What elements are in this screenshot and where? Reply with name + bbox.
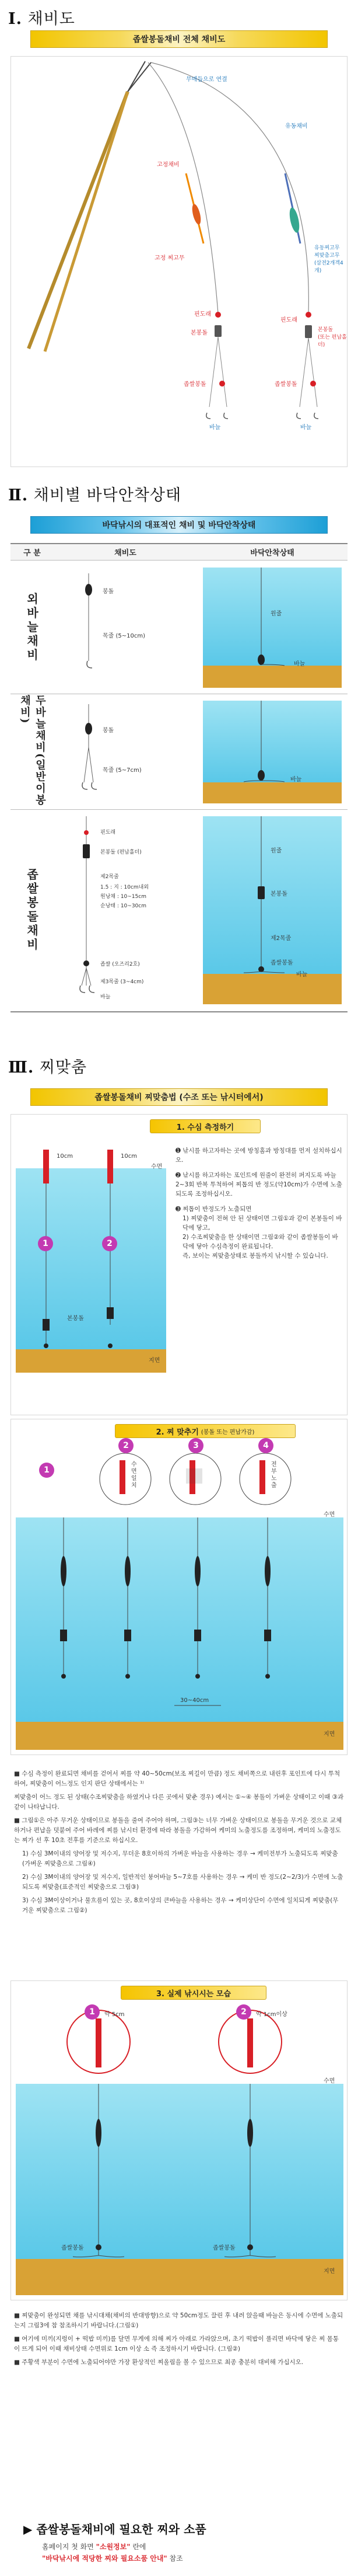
section3-number: Ⅲ.: [8, 1059, 34, 1077]
rig3-label-3: 1.5 : 지 : 10cm내외: [100, 885, 149, 890]
state3-label-leader: 제2목줄: [271, 935, 292, 942]
step3-note-2: ■ 주황색 부분이 수면에 노출되어야만 가장 환상적인 찌올림을 볼 수 있으므로 최종 충분히 대비해 가십시오.: [14, 2359, 304, 2366]
state3-label-sinker: 본봉돌: [271, 891, 287, 897]
section1-number: Ⅰ.: [8, 10, 23, 28]
step2-circle-label-2: 전부노출: [271, 1461, 277, 1489]
rig-double-hook: [54, 695, 197, 809]
section3-banner: 좁쌀봉돌채비 찌맞춤법 (수조 또는 낚시터에서): [30, 1088, 328, 1106]
step1-title: 1. 수심 측정하기: [150, 1119, 261, 1133]
state1-label-line: 원줄: [271, 611, 282, 617]
rig3-label-8: 바늘: [100, 994, 111, 1000]
step3-sinker-label-2: 좁쌀봉돌: [213, 2245, 236, 2251]
step1-dim-left: 10cm: [57, 1153, 73, 1160]
step2-note-3: 1) 수심 3M이내의 양어장 및 저수지, 무더운 8호이하의 가벼운 바늘을 사용하는 경우 → 케미전부가 노출되도록 찌맞춤(가벼운 찌맞춤으로 그림④): [22, 1850, 338, 1867]
label-sinker-right: 본봉돌 (또는 편납홀더): [318, 327, 347, 348]
step1-dim-right: 10cm: [121, 1153, 137, 1160]
step3-marker-1: 1: [85, 2004, 100, 2020]
table-header: [10, 543, 348, 561]
state-single-hook: [197, 562, 348, 694]
label-sinker-left: 본봉돌: [191, 330, 208, 336]
step2-marker-2: 2: [118, 1438, 134, 1453]
rig-small-sinker: [54, 810, 197, 1010]
sinker-icon-left: [215, 325, 222, 337]
col-header-rig: 채비도: [114, 549, 136, 558]
rig1-label-sinker: 봉돌: [103, 589, 114, 595]
label-small-sinker-right: 좁쌀봉돌: [275, 381, 297, 388]
float-icon-left: [186, 173, 203, 243]
rig3-label-0: 핀도래: [100, 830, 116, 836]
section2-banner: 바닥낚시의 대표적인 채비 및 바닥안착상태: [30, 516, 328, 534]
step2-marker-4: 4: [258, 1438, 273, 1453]
step2-note-2: ■ 그림①은 아주 무거운 상태이므로 봉돌을 줄여 주어야 하며, 그림③는 너무 가벼운 상태이므로 봉돌을 무거운 것으로 교체하거나 편납을 덧붙여 주어 바레에 찌를 낚시터 환경에 따라 봉돌을 가감하여 케미의 노출정도를 조정하며, 케미의 노출정도는 찌가 선 후 10초 전후를 기준으로 하십시오.: [14, 1817, 342, 1844]
step1-sinker-label: 본봉돌: [67, 1315, 84, 1322]
section2-title-text: 채비별 바닥안착상태: [33, 486, 182, 504]
state3-label-small-sinker: 좁쌀봉돌: [271, 960, 293, 966]
step1-panel: [10, 1114, 348, 1415]
label-swivel-right: 핀도래: [280, 317, 297, 323]
footer-line1-suffix: 란에: [132, 2543, 146, 2551]
label-float-line: 유동채비: [285, 123, 308, 130]
step3-floats: [11, 1981, 348, 2301]
arrow-icon: ▶: [23, 2522, 37, 2536]
section1-title: [8, 6, 75, 29]
rig3-label-2: 제2목줄: [100, 874, 119, 880]
step1-notes: [176, 1146, 342, 1261]
section1-banner: 좁쌀봉돌채비 전체 채비도: [30, 30, 328, 48]
step3-water-label: 수면: [324, 2078, 335, 2084]
sinker-icon-right: [305, 325, 312, 338]
step2-title-sub: (봉돌 또는 편납가감): [201, 1429, 255, 1436]
step2-notes: [14, 1769, 344, 1919]
rig-diagram-panel: [10, 56, 348, 467]
step3-note-1: ■ 여기에 미끼(지렁이 + 떡밥 미끼)를 달면 무게에 의해 찌가 아래로 가라앉으며, 초기 떡밥이 풀리면 바닥에 닿은 찌 몸통이 뜨게 되어 이때 채비상태 수면위로 1cm 이상 소 즉 조정하시기 바랍니다. (그림②): [14, 2335, 339, 2352]
state3-label-hook: 바늘: [296, 972, 308, 978]
rig3-label-4: 원낭채 : 10~15cm: [100, 894, 146, 900]
rig3-label-5: 순낭태 : 10~30cm: [100, 903, 146, 909]
rig2-label-sinker: 봉돌: [103, 727, 114, 734]
footer-line2-suffix: 참조: [169, 2554, 183, 2563]
label-flow-rubber: 유동찌고무 찌맞춤고무 (삼전2개겍4개): [314, 245, 343, 274]
rig3-label-6: 좁쌀 (오즈리2호): [100, 962, 140, 967]
step3-sinker-label-1: 좁쌀봉돌: [61, 2245, 84, 2251]
step3-circle-label-1: 약 5cm: [104, 2011, 125, 2018]
step1-note-5: 즉, 보이는 찌맞춤상태로 봉돌까지 낚시할 수 있습니다.: [182, 1252, 328, 1259]
footer-title-text: 좁쌀봉돌채비에 필요한 찌와 소품: [36, 2522, 206, 2536]
footer-link-info[interactable]: "소원정보": [96, 2543, 131, 2551]
rig2-label-leader: 목줄 (5~7cm): [103, 767, 142, 774]
label-hook-left: 바늘: [209, 424, 221, 431]
section2-title: [8, 482, 181, 505]
label-knot: 무매듭으로 연결: [186, 76, 227, 83]
state1-label-hook: 바늘: [294, 661, 306, 667]
label-swivel-left: 핀도래: [194, 311, 211, 318]
step2-title-text: 2. 찌 맞추기: [156, 1428, 199, 1437]
float-icon-right: [285, 173, 301, 243]
footer-title: [23, 2520, 206, 2537]
small-sinker-icon-left: [219, 381, 225, 387]
fishing-rod-icon: [29, 61, 151, 351]
section1-title-text: 채비도: [27, 10, 75, 28]
step2-note-4: 2) 수심 3M이내의 양어장 및 저수지, 일반적인 붕어바늘 5~7호를 사용하는 경우 → 케미 반 정도(2~2/3)가 수면에 노출되도록 찌맞춤(표준적인 찌맞춤으로 그림③): [22, 1874, 343, 1891]
rig-single-hook: [54, 562, 197, 694]
step1-marker-2: 2: [102, 1236, 117, 1251]
footer-line1-prefix: 홈페이지 첫 화면: [42, 2543, 94, 2551]
row-label-single-hook: 외바늘채비: [24, 593, 39, 663]
label-hook-right: 바늘: [300, 424, 312, 431]
step3-note-0: ■ 찌맞춤이 완성되면 채를 낚시대채(채비의 반대방향)으로 약 50cm정도 끌린 후 내려 앉을때 바늘은 동시에 수면에 노출되는지 그림3에 참 참조하시기 바랍니다.(그림①): [14, 2312, 343, 2329]
step1-note-0: ➊ 낚시를 하고자하는 곳에 방칭홈과 방칭대를 먼저 설치하십시오.: [176, 1147, 342, 1164]
step3-circle-label-2: 약 1cm이상: [256, 2011, 287, 2018]
label-fix-rubber: 고정 찌고무: [155, 255, 185, 262]
swivel-icon-right: [306, 312, 311, 318]
step1-note-2: ➌ 찌톱이 반정도가 노출되면: [176, 1206, 252, 1213]
step2-note-5: 3) 수심 3M이상이거나 물흐름이 있는 곳, 8호이상의 큰바늘을 사용하는 경우 → 케미상단이 수면에 일치되게 찌맞춤(무거운 찌맞춤으로 그림②): [22, 1897, 339, 1914]
row-label-small-sinker: 좁쌀봉돌채비: [24, 868, 39, 952]
step2-circle-label-1: 수면일치: [131, 1461, 137, 1489]
state-small-sinker: [197, 810, 348, 1010]
step2-panel: [10, 1419, 348, 1755]
step3-notes: [14, 2311, 344, 2371]
step2-dim-label: 30~40cm: [180, 1697, 209, 1704]
section3-title-text: 찌맞춤: [39, 1059, 87, 1077]
section3-title: [8, 1054, 87, 1077]
step1-note-4: 2) 수조찌맞춤을 한 상태이면 그림②와 같이 좁쌀봉돌이 바닥에 닿아 수심측정이 완료됩니다.: [182, 1234, 338, 1250]
step2-ground-label: 지면: [324, 1731, 335, 1738]
state3-label-line: 원줄: [271, 848, 282, 854]
step3-panel: [10, 1980, 348, 2300]
step3-title: 3. 실제 낚시시는 모습: [121, 1986, 266, 2000]
col-header-state: 바닥안착상태: [250, 549, 294, 558]
step1-note-3: 1) 찌맞춤이 전혀 안 된 상태이면 그림①과 같이 본봉돌이 바닥에 닿고,: [182, 1215, 342, 1231]
state2-label-hook: 바늘: [290, 777, 302, 783]
step1-note-1: ➋ 낚시를 하고자하는 포인트에 원줄이 완전히 퍼지도록 바늘 2~3회 반복 투척하여 찌톱의 반 정도(약10cm)가 수면에 노출되도록 조정하십시오.: [176, 1172, 342, 1198]
step1-water-label: 수면: [151, 1164, 163, 1170]
step2-note-1: 찌맞춤이 어느 정도 된 상태(수조찌맞춤을 하였거나 다른 곳에서 맞춘 경우) 예서는 ①~④ 봉돌이 가벼운 상태이고 이때 ③과 같이 나타납니다.: [14, 1794, 344, 1811]
label-small-sinker-left: 좁쌀봉돌: [184, 381, 206, 388]
row-label-double-hook: 두바늘채비(일반이봉채비): [19, 695, 46, 806]
state-double-hook: [197, 695, 348, 809]
step2-floats: [11, 1419, 348, 1756]
step3-marker-2: 2: [236, 2004, 251, 2020]
col-header-category: 구 분: [23, 549, 41, 558]
footer-link-guide[interactable]: "바닥낚시에 적당한 찌와 필요소품 안내": [42, 2554, 167, 2563]
footer-text: [42, 2541, 183, 2564]
rig1-label-leader: 목줄 (5~10cm): [103, 633, 146, 639]
rig3-label-1: 본봉돌 (편납홀더): [100, 850, 142, 855]
step2-marker-1: 1: [39, 1463, 54, 1478]
step2-water-label: 수면: [324, 1512, 335, 1518]
step2-marker-3: 3: [188, 1438, 203, 1453]
label-stopper: 고정채비: [157, 162, 180, 168]
step1-ground-label: 지면: [149, 1357, 160, 1364]
section2-number: Ⅱ.: [8, 486, 29, 504]
step3-ground-label: 지면: [324, 2268, 335, 2275]
rig-diagram: [11, 57, 348, 468]
small-sinker-icon-right: [310, 381, 316, 387]
step2-note-0: ■ 수심 측정이 완료되면 채비를 걷어서 찌를 약 40~50cm(보조 찌길이 만큼) 정도 채비쪽으로 내린후 포인트에 다시 투척하여, 찌맞춤이 어느정도 인지 판단 상태에서는 ¹⁾: [14, 1770, 341, 1787]
swivel-icon-left: [215, 312, 221, 318]
rig3-label-7: 제3목줄 (3~4cm): [100, 979, 144, 985]
step1-marker-1: 1: [38, 1236, 53, 1251]
